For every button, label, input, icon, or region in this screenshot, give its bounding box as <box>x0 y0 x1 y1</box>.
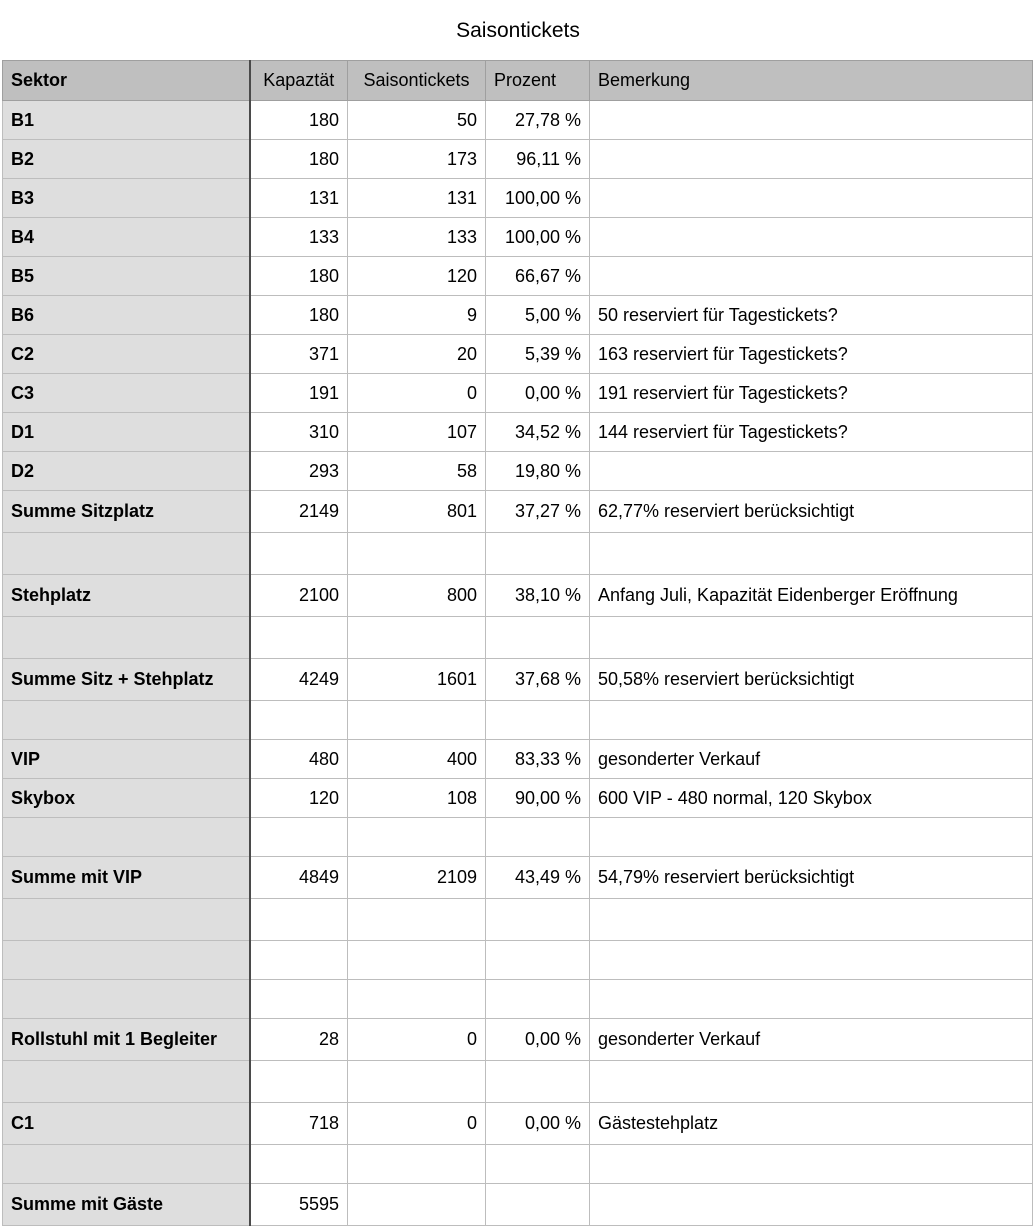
sektor-cell[interactable]: Skybox <box>3 779 250 818</box>
prozent-cell[interactable]: 0,00 % <box>486 1103 590 1145</box>
bemerkung-cell[interactable] <box>590 1061 1033 1103</box>
sektor-cell[interactable]: C2 <box>3 335 250 374</box>
table-row <box>3 491 1033 533</box>
bemerkung-cell[interactable]: 144 reserviert für Tagestickets? <box>590 413 1033 452</box>
saisontickets-cell[interactable] <box>348 533 486 575</box>
table-row <box>3 575 1033 617</box>
saisontickets-cell[interactable]: 120 <box>348 257 486 296</box>
bemerkung-cell[interactable] <box>590 941 1033 980</box>
table-row <box>3 779 1033 818</box>
table-row <box>3 1019 1033 1061</box>
bemerkung-cell[interactable] <box>590 452 1033 491</box>
saisontickets-cell[interactable]: 1601 <box>348 659 486 701</box>
prozent-cell[interactable]: 66,67 % <box>486 257 590 296</box>
kapazitaet-cell[interactable]: 28 <box>250 1019 348 1061</box>
kapazitaet-cell[interactable]: 4849 <box>250 857 348 899</box>
saisontickets-table <box>2 60 1033 1226</box>
saisontickets-cell[interactable] <box>348 617 486 659</box>
header-prozent[interactable]: Prozent <box>486 61 590 101</box>
prozent-cell[interactable] <box>486 941 590 980</box>
prozent-cell[interactable]: 37,27 % <box>486 491 590 533</box>
saisontickets-cell[interactable]: 800 <box>348 575 486 617</box>
sektor-cell[interactable]: B1 <box>3 101 250 140</box>
bemerkung-cell[interactable] <box>590 1184 1033 1226</box>
header-sektor[interactable]: Sektor <box>3 61 250 101</box>
kapazitaet-cell[interactable] <box>250 899 348 941</box>
bemerkung-cell[interactable]: Gästestehplatz <box>590 1103 1033 1145</box>
saisontickets-cell[interactable] <box>348 1061 486 1103</box>
bemerkung-cell[interactable] <box>590 218 1033 257</box>
sektor-cell[interactable]: B4 <box>3 218 250 257</box>
table-row <box>3 1145 1033 1184</box>
saisontickets-cell[interactable]: 2109 <box>348 857 486 899</box>
bemerkung-cell[interactable] <box>590 257 1033 296</box>
sektor-cell[interactable]: Stehplatz <box>3 575 250 617</box>
sektor-cell[interactable]: B2 <box>3 140 250 179</box>
kapazitaet-cell[interactable] <box>250 1061 348 1103</box>
sektor-cell[interactable] <box>3 941 250 980</box>
saisontickets-cell[interactable]: 58 <box>348 452 486 491</box>
sektor-cell[interactable]: C1 <box>3 1103 250 1145</box>
bemerkung-cell[interactable] <box>590 101 1033 140</box>
table-row <box>3 179 1033 218</box>
saisontickets-cell[interactable]: 400 <box>348 740 486 779</box>
table-row <box>3 941 1033 980</box>
bemerkung-cell[interactable] <box>590 617 1033 659</box>
saisontickets-cell[interactable] <box>348 1145 486 1184</box>
prozent-cell[interactable]: 5,00 % <box>486 296 590 335</box>
saisontickets-cell[interactable]: 0 <box>348 1103 486 1145</box>
bemerkung-cell[interactable] <box>590 818 1033 857</box>
sektor-cell[interactable]: VIP <box>3 740 250 779</box>
saisontickets-cell[interactable]: 0 <box>348 1019 486 1061</box>
kapazitaet-cell[interactable] <box>250 533 348 575</box>
saisontickets-cell[interactable]: 133 <box>348 218 486 257</box>
table-row <box>3 413 1033 452</box>
saisontickets-cell[interactable]: 173 <box>348 140 486 179</box>
table-row <box>3 140 1033 179</box>
kapazitaet-cell[interactable]: 718 <box>250 1103 348 1145</box>
bemerkung-cell[interactable] <box>590 533 1033 575</box>
table-row <box>3 218 1033 257</box>
table-row <box>3 857 1033 899</box>
table-row <box>3 617 1033 659</box>
bemerkung-cell[interactable]: 600 VIP - 480 normal, 120 Skybox <box>590 779 1033 818</box>
kapazitaet-cell[interactable] <box>250 980 348 1019</box>
kapazitaet-cell[interactable]: 4249 <box>250 659 348 701</box>
sektor-cell[interactable]: D1 <box>3 413 250 452</box>
sektor-cell[interactable]: Summe Sitzplatz <box>3 491 250 533</box>
header-saisontickets[interactable]: Saisontickets <box>348 61 486 101</box>
table-row <box>3 374 1033 413</box>
kapazitaet-cell[interactable] <box>250 941 348 980</box>
kapazitaet-cell[interactable]: 180 <box>250 257 348 296</box>
table-row <box>3 1184 1033 1226</box>
table-row <box>3 533 1033 575</box>
sektor-cell[interactable]: B5 <box>3 257 250 296</box>
table-row <box>3 980 1033 1019</box>
kapazitaet-cell[interactable]: 371 <box>250 335 348 374</box>
prozent-cell[interactable] <box>486 980 590 1019</box>
sheet-title: Saisontickets <box>456 19 580 42</box>
bemerkung-cell[interactable]: 191 reserviert für Tagestickets? <box>590 374 1033 413</box>
sektor-cell[interactable]: B6 <box>3 296 250 335</box>
sektor-cell[interactable]: D2 <box>3 452 250 491</box>
bemerkung-cell[interactable] <box>590 179 1033 218</box>
kapazitaet-cell[interactable]: 293 <box>250 452 348 491</box>
sektor-cell[interactable] <box>3 617 250 659</box>
table-row <box>3 701 1033 740</box>
kapazitaet-cell[interactable]: 133 <box>250 218 348 257</box>
sektor-cell[interactable] <box>3 701 250 740</box>
table-row <box>3 899 1033 941</box>
kapazitaet-cell[interactable]: 5595 <box>250 1184 348 1226</box>
bemerkung-cell[interactable] <box>590 1145 1033 1184</box>
prozent-cell[interactable] <box>486 533 590 575</box>
prozent-cell[interactable]: 43,49 % <box>486 857 590 899</box>
kapazitaet-cell[interactable]: 480 <box>250 740 348 779</box>
prozent-cell[interactable] <box>486 1061 590 1103</box>
kapazitaet-cell[interactable] <box>250 1145 348 1184</box>
saisontickets-cell[interactable] <box>348 899 486 941</box>
bemerkung-cell[interactable]: 54,79% reserviert berücksichtigt <box>590 857 1033 899</box>
kapazitaet-cell[interactable]: 2100 <box>250 575 348 617</box>
table-row <box>3 452 1033 491</box>
saisontickets-cell[interactable]: 108 <box>348 779 486 818</box>
bemerkung-cell[interactable] <box>590 899 1033 941</box>
sektor-cell[interactable] <box>3 980 250 1019</box>
kapazitaet-cell[interactable]: 180 <box>250 140 348 179</box>
saisontickets-cell[interactable]: 801 <box>348 491 486 533</box>
saisontickets-cell[interactable]: 50 <box>348 101 486 140</box>
prozent-cell[interactable] <box>486 617 590 659</box>
bemerkung-cell[interactable]: Anfang Juli, Kapazität Eidenberger Eröffnung <box>590 575 1033 617</box>
table-row <box>3 101 1033 140</box>
sektor-cell[interactable]: C3 <box>3 374 250 413</box>
bemerkung-cell[interactable] <box>590 140 1033 179</box>
prozent-cell[interactable] <box>486 818 590 857</box>
kapazitaet-cell[interactable] <box>250 701 348 740</box>
header-kapazitaet[interactable]: Kapaztät <box>250 61 348 101</box>
saisontickets-cell[interactable]: 131 <box>348 179 486 218</box>
prozent-cell[interactable]: 83,33 % <box>486 740 590 779</box>
prozent-cell[interactable] <box>486 899 590 941</box>
bemerkung-cell[interactable]: gesonderter Verkauf <box>590 1019 1033 1061</box>
sektor-cell[interactable] <box>3 818 250 857</box>
header-row <box>3 61 1033 101</box>
kapazitaet-cell[interactable]: 180 <box>250 101 348 140</box>
saisontickets-cell[interactable]: 107 <box>348 413 486 452</box>
bemerkung-cell[interactable]: 50,58% reserviert berücksichtigt <box>590 659 1033 701</box>
saisontickets-cell[interactable]: 9 <box>348 296 486 335</box>
prozent-cell[interactable] <box>486 701 590 740</box>
saisontickets-cell[interactable] <box>348 1184 486 1226</box>
kapazitaet-cell[interactable]: 120 <box>250 779 348 818</box>
kapazitaet-cell[interactable] <box>250 617 348 659</box>
prozent-cell[interactable]: 90,00 % <box>486 779 590 818</box>
saisontickets-cell[interactable] <box>348 818 486 857</box>
kapazitaet-cell[interactable]: 180 <box>250 296 348 335</box>
table-row <box>3 1103 1033 1145</box>
table-row <box>3 818 1033 857</box>
table-body <box>3 101 1033 1226</box>
bemerkung-cell[interactable]: 50 reserviert für Tagestickets? <box>590 296 1033 335</box>
bemerkung-cell[interactable] <box>590 980 1033 1019</box>
sektor-cell[interactable] <box>3 533 250 575</box>
kapazitaet-cell[interactable] <box>250 818 348 857</box>
sektor-cell[interactable]: Rollstuhl mit 1 Begleiter <box>3 1019 250 1061</box>
sektor-cell[interactable] <box>3 1061 250 1103</box>
bemerkung-cell[interactable] <box>590 701 1033 740</box>
table-row <box>3 1061 1033 1103</box>
table-row <box>3 335 1033 374</box>
bemerkung-cell[interactable]: gesonderter Verkauf <box>590 740 1033 779</box>
prozent-cell[interactable]: 96,11 % <box>486 140 590 179</box>
prozent-cell[interactable]: 27,78 % <box>486 101 590 140</box>
table-row <box>3 257 1033 296</box>
kapazitaet-cell[interactable]: 310 <box>250 413 348 452</box>
prozent-cell[interactable]: 34,52 % <box>486 413 590 452</box>
sektor-cell[interactable]: Summe mit VIP <box>3 857 250 899</box>
bemerkung-cell[interactable]: 163 reserviert für Tagestickets? <box>590 335 1033 374</box>
sektor-cell[interactable]: Summe Sitz + Stehplatz <box>3 659 250 701</box>
kapazitaet-cell[interactable]: 191 <box>250 374 348 413</box>
saisontickets-cell[interactable] <box>348 941 486 980</box>
prozent-cell[interactable] <box>486 1184 590 1226</box>
prozent-cell[interactable]: 100,00 % <box>486 218 590 257</box>
bemerkung-cell[interactable]: 62,77% reserviert berücksichtigt <box>590 491 1033 533</box>
saisontickets-cell[interactable]: 0 <box>348 374 486 413</box>
kapazitaet-cell[interactable]: 2149 <box>250 491 348 533</box>
table-row <box>3 740 1033 779</box>
table-row <box>3 296 1033 335</box>
saisontickets-cell[interactable] <box>348 701 486 740</box>
kapazitaet-cell[interactable]: 131 <box>250 179 348 218</box>
prozent-cell[interactable]: 37,68 % <box>486 659 590 701</box>
sektor-cell[interactable]: Summe mit Gäste <box>3 1184 250 1226</box>
sektor-cell[interactable]: B3 <box>3 179 250 218</box>
sektor-cell[interactable] <box>3 899 250 941</box>
header-bemerkung[interactable]: Bemerkung <box>590 61 1033 101</box>
prozent-cell[interactable]: 38,10 % <box>486 575 590 617</box>
saisontickets-cell[interactable]: 20 <box>348 335 486 374</box>
prozent-cell[interactable]: 5,39 % <box>486 335 590 374</box>
prozent-cell[interactable]: 0,00 % <box>486 1019 590 1061</box>
table-row <box>3 659 1033 701</box>
prozent-cell[interactable]: 0,00 % <box>486 374 590 413</box>
prozent-cell[interactable]: 19,80 % <box>486 452 590 491</box>
prozent-cell[interactable]: 100,00 % <box>486 179 590 218</box>
sektor-cell[interactable] <box>3 1145 250 1184</box>
prozent-cell[interactable] <box>486 1145 590 1184</box>
saisontickets-cell[interactable] <box>348 980 486 1019</box>
